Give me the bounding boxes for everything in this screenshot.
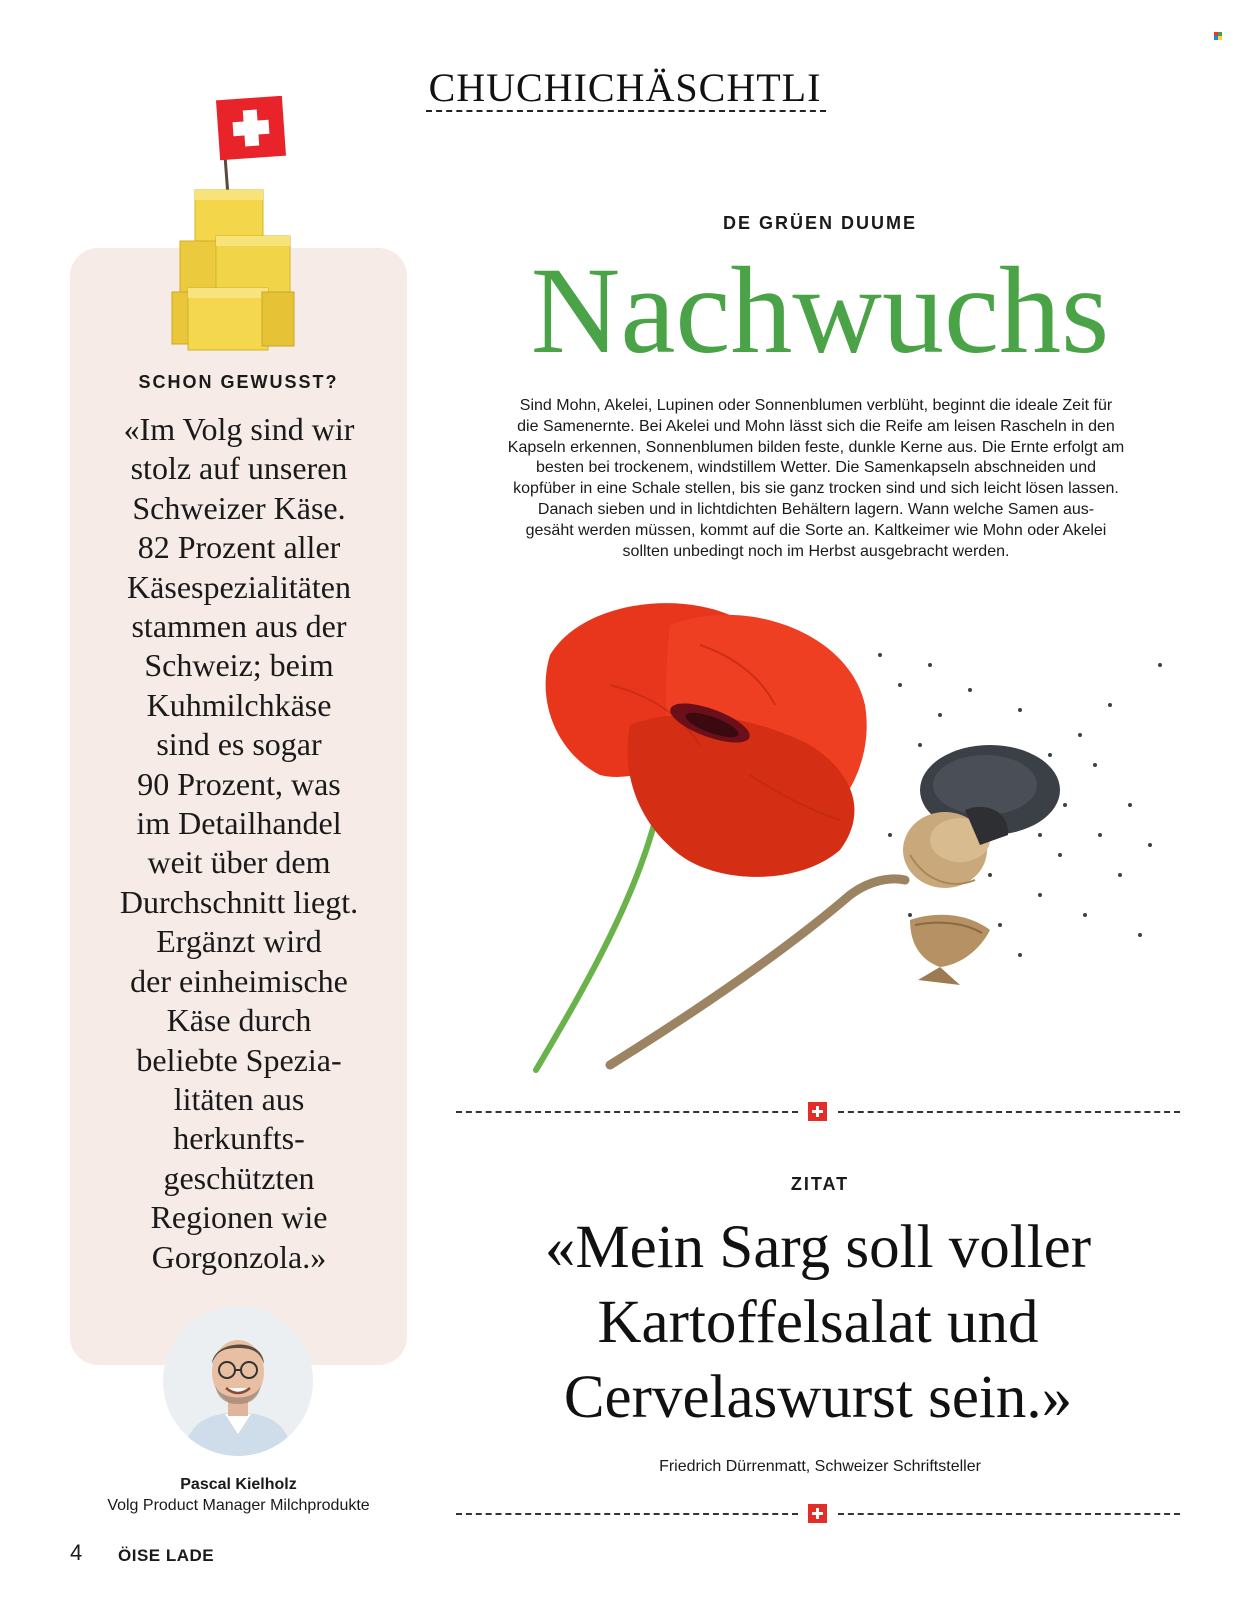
- sidebar-quote-line: Schweiz; beim: [144, 647, 334, 684]
- portrait-image: [163, 1306, 313, 1456]
- sidebar-quote-line: stolz auf unseren: [130, 450, 348, 487]
- divider-bottom: [456, 1504, 1180, 1524]
- quote-source: Friedrich Dürrenmatt, Schweizer Schriftsteller: [659, 1458, 981, 1475]
- sidebar-kicker: SCHON GEWUSST?: [138, 372, 339, 392]
- person-role: Volg Product Manager Milchprodukte: [107, 1497, 370, 1514]
- sidebar-quote-line: Durchschnitt liegt.: [119, 883, 359, 920]
- sidebar-quote-line: stammen aus der: [131, 608, 347, 645]
- sidebar-quote-line: Gorgonzola.»: [151, 1238, 327, 1275]
- page-number: 4: [70, 1540, 83, 1565]
- sidebar-quote-line: 82 Prozent aller: [137, 529, 341, 566]
- sidebar-quote-line: der einheimische: [130, 962, 348, 999]
- sidebar-quote-line: geschützten: [163, 1159, 315, 1196]
- article-headline: Nachwuchs: [530, 242, 1110, 379]
- divider-dash-right: [838, 1513, 1180, 1515]
- sidebar-quote-line: Käsespezialitäten: [127, 568, 351, 605]
- article-body-line: kopfüber in eine Schale stellen, bis sie ganz trocken sind und sich leicht lösen lassen.: [513, 480, 1119, 498]
- article-kicker: DE GRÜEN DUUME: [722, 213, 917, 233]
- cheese-cubes-with-swiss-flag-image: [170, 96, 310, 356]
- masthead-title: CHUCHICHÄSCHTLI: [428, 65, 822, 110]
- divider-dash-left: [456, 1513, 798, 1515]
- sidebar-quote-line: weit über dem: [147, 844, 331, 881]
- featured-quote: [478, 1210, 1158, 1435]
- featured-quote-line: «Mein Sarg soll voller: [544, 1214, 1092, 1281]
- article-body-line: sollten unbedingt noch im Herbst ausgebracht werden.: [622, 542, 1010, 560]
- swiss-cross-icon: [808, 1504, 827, 1523]
- divider-dash-right: [838, 1111, 1180, 1113]
- sidebar-quote-line: im Detailhandel: [136, 805, 342, 842]
- article-body-line: die Samenernte. Bei Akelei und Mohn lässt sich die Reife am leisen Rascheln in den: [517, 417, 1115, 435]
- sidebar-quote: [84, 410, 394, 1277]
- sidebar-quote-line: herkunfts-: [173, 1120, 305, 1157]
- divider-top: [456, 1102, 1180, 1122]
- swiss-cross-icon: [808, 1102, 827, 1121]
- sidebar-quote-line: litäten aus: [173, 1080, 305, 1117]
- sidebar-quote-line: Regionen wie: [150, 1199, 328, 1236]
- sidebar-quote-line: sind es sogar: [156, 726, 322, 763]
- quote-kicker: ZITAT: [790, 1174, 850, 1194]
- article-body-line: Sind Mohn, Akelei, Lupinen oder Sonnenblumen verblüht, beginnt die ideale Zeit für: [519, 397, 1113, 414]
- article-body-line: besten bei trockenem, windstillem Wetter. Die Samenkapseln abschneiden und: [535, 459, 1096, 477]
- article-body-line: Danach sieben und in lichtdichten Behältern lagern. Wann welche Samen aus-: [537, 500, 1095, 518]
- magazine-name: ÖISE LADE: [118, 1546, 215, 1565]
- divider-dash-left: [456, 1111, 798, 1113]
- article-body-line: gesäht werden müssen, kommt auf die Sorte an. Kaltkeimer wie Mohn oder Akelei: [525, 521, 1107, 539]
- sidebar-quote-line: Schweizer Käse.: [132, 489, 346, 526]
- article-body-line: Kapseln erkennen, Sonnenblumen bilden feste, dunkle Kerne aus. Die Ernte erfolgt am: [507, 438, 1125, 456]
- sidebar-quote-line: beliebte Spezia-: [136, 1041, 342, 1078]
- color-mark-icon: [1214, 32, 1222, 40]
- featured-quote-line: Cervelaswurst sein.»: [563, 1364, 1073, 1431]
- sidebar-quote-line: Kuhmilchkäse: [146, 686, 332, 723]
- sidebar-quote-line: 90 Prozent, was: [137, 765, 341, 802]
- sidebar-quote-line: «Im Volg sind wir: [123, 411, 355, 447]
- masthead-dashed-rule: [426, 110, 826, 112]
- avatar: [163, 1306, 313, 1456]
- person-name: Pascal Kielholz: [180, 1476, 297, 1493]
- sidebar-quote-line: Käse durch: [166, 1002, 312, 1039]
- article-body: [482, 396, 1150, 562]
- sidebar-quote-line: Ergänzt wird: [156, 923, 322, 960]
- poppy-flower-and-seeds-image: [520, 595, 1180, 1110]
- featured-quote-line: Kartoffelsalat und: [597, 1289, 1039, 1356]
